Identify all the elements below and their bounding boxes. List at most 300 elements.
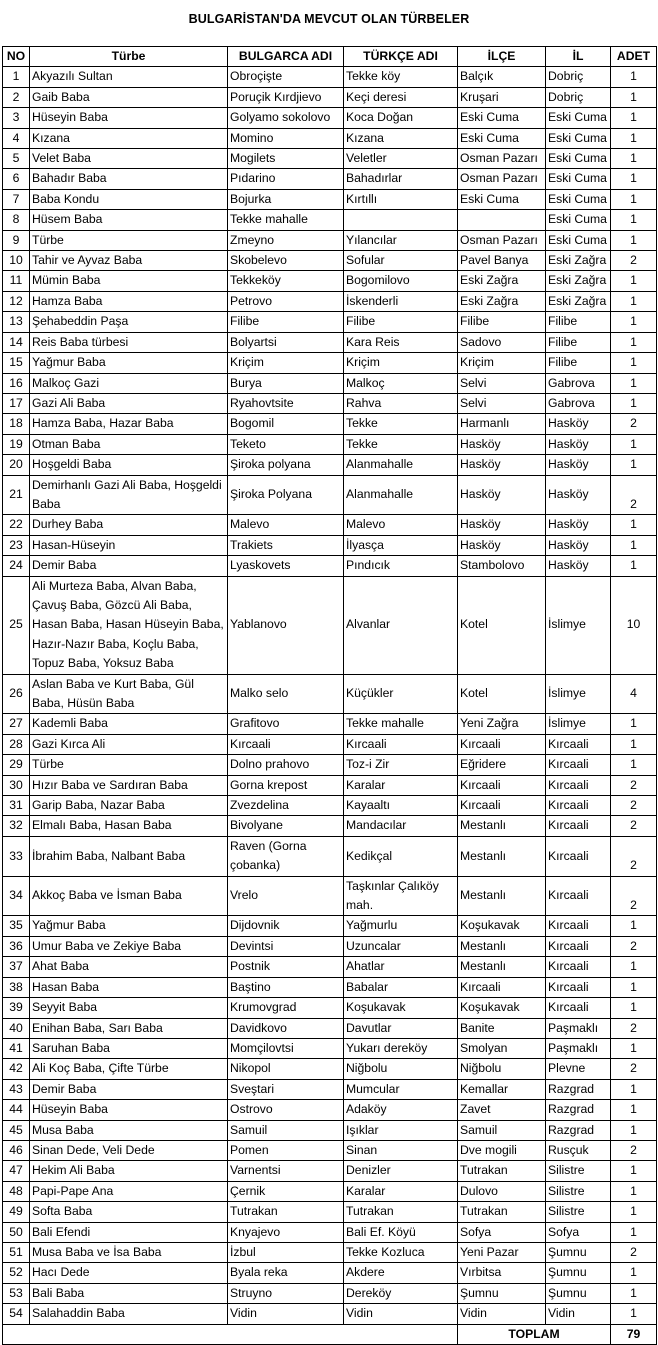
cell-turkce: Kara Reis [344,332,458,352]
table-row [3,936,657,956]
cell-no: 18 [3,414,30,434]
cell-no: 52 [3,1263,30,1283]
cell-il: Paşmaklı [546,1018,611,1038]
cell-il: Dobriç [546,87,611,107]
cell-adet: 2 [611,796,657,816]
cell-bulgarca: Petrovo [228,291,344,311]
cell-no: 17 [3,393,30,413]
cell-ilce: Zavet [458,1100,546,1120]
table-row [3,674,657,714]
cell-il: Kırcaali [546,876,611,916]
cell-bulgarca: Lyaskovets [228,556,344,576]
cell-ilce: Dve mogili [458,1140,546,1160]
cell-turkce: Davutlar [344,1018,458,1038]
cell-il: Hasköy [546,434,611,454]
cell-no: 35 [3,916,30,936]
cell-turkce: Tekke mahalle [344,714,458,734]
table-row [3,475,657,515]
cell-no: 16 [3,373,30,393]
cell-ilce: Vidin [458,1304,546,1324]
table-row [3,556,657,576]
cell-ilce: Dulovo [458,1181,546,1201]
cell-il: Razgrad [546,1079,611,1099]
cell-no: 4 [3,128,30,148]
cell-adet: 1 [611,1079,657,1099]
cell-adet: 1 [611,515,657,535]
cell-il: Razgrad [546,1100,611,1120]
cell-adet: 1 [611,1100,657,1120]
cell-bulgarca: Zmeyno [228,230,344,250]
cell-turkce: Kızana [344,128,458,148]
table-row [3,1059,657,1079]
cell-turbe: Türbe [30,755,228,775]
cell-il: Kırcaali [546,936,611,956]
cell-il: İslimye [546,576,611,674]
table-row [3,535,657,555]
table-footer [3,1324,657,1344]
cell-bulgarca: Raven (Gorna çobanka) [228,836,344,876]
cell-turbe: Yağmur Baba [30,916,228,936]
cell-no: 29 [3,755,30,775]
header-turbe: Türbe [30,47,228,67]
cell-no: 1 [3,67,30,87]
cell-il: Eski Cuma [546,230,611,250]
cell-ilce: Tutrakan [458,1202,546,1222]
cell-turbe: Türbe [30,230,228,250]
cell-ilce: Mestanlı [458,836,546,876]
table-row [3,836,657,876]
cell-adet: 10 [611,576,657,674]
cell-turkce: Denizler [344,1161,458,1181]
cell-turbe: Aslan Baba ve Kurt Baba, Gül Baba, Hüsün Baba [30,674,228,714]
cell-il: Paşmaklı [546,1038,611,1058]
cell-turbe: İbrahim Baba, Nalbant Baba [30,836,228,876]
cell-il: Kırcaali [546,755,611,775]
cell-turbe: Mümin Baba [30,271,228,291]
cell-il: Hasköy [546,556,611,576]
cell-turbe: Kademli Baba [30,714,228,734]
cell-ilce: Hasköy [458,455,546,475]
cell-il: Kırcaali [546,816,611,836]
cell-turkce: Yağmurlu [344,916,458,936]
table-row [3,916,657,936]
cell-turbe: Kızana [30,128,228,148]
cell-turbe: Yağmur Baba [30,353,228,373]
cell-no: 44 [3,1100,30,1120]
cell-ilce: Harmanlı [458,414,546,434]
cell-il: Kırcaali [546,957,611,977]
cell-il: Eski Cuma [546,128,611,148]
cell-adet: 1 [611,189,657,209]
cell-bulgarca: Dolno prahovo [228,755,344,775]
cell-turbe: Hamza Baba, Hazar Baba [30,414,228,434]
cell-bulgarca: Burya [228,373,344,393]
table-row [3,957,657,977]
table-row [3,271,657,291]
table-row [3,393,657,413]
cell-adet: 1 [611,1263,657,1283]
cell-turbe: Hamza Baba [30,291,228,311]
cell-turkce: İlyasça [344,535,458,555]
cell-no: 6 [3,169,30,189]
cell-il: Eski Zağra [546,271,611,291]
cell-ilce: Kırcaali [458,734,546,754]
cell-bulgarca: Malko selo [228,674,344,714]
cell-adet: 1 [611,353,657,373]
cell-adet: 1 [611,1181,657,1201]
cell-turbe: Umur Baba ve Zekiye Baba [30,936,228,956]
cell-adet: 2 [611,836,657,876]
table-row [3,230,657,250]
cell-il: Vidin [546,1304,611,1324]
table-row [3,1038,657,1058]
cell-bulgarca: Vidin [228,1304,344,1324]
cell-no: 40 [3,1018,30,1038]
cell-turkce: Ahatlar [344,957,458,977]
cell-ilce: Kırcaali [458,796,546,816]
cell-no: 46 [3,1140,30,1160]
cell-turbe: Malkoç Gazi [30,373,228,393]
cell-no: 8 [3,210,30,230]
cell-bulgarca: Teketo [228,434,344,454]
cell-adet: 1 [611,755,657,775]
table-row [3,816,657,836]
table-row [3,353,657,373]
cell-ilce: Kriçim [458,353,546,373]
cell-ilce: Pavel Banya [458,251,546,271]
table-row [3,67,657,87]
cell-turbe: Musa Baba ve İsa Baba [30,1242,228,1262]
cell-bulgarca: Pıdarino [228,169,344,189]
cell-turkce: Sofular [344,251,458,271]
cell-turbe: Gazi Kırca Ali [30,734,228,754]
cell-turkce [344,210,458,230]
cell-ilce: Koşukavak [458,916,546,936]
cell-il: Eski Cuma [546,149,611,169]
cell-bulgarca: Dijdovnik [228,916,344,936]
cell-ilce: Hasköy [458,535,546,555]
cell-ilce: Kotel [458,576,546,674]
cell-turkce: Koşukavak [344,998,458,1018]
cell-ilce: Sofya [458,1222,546,1242]
cell-ilce: Kruşari [458,87,546,107]
cell-bulgarca: Samuil [228,1120,344,1140]
table-row [3,332,657,352]
cell-bulgarca: Tekke mahalle [228,210,344,230]
cell-no: 23 [3,535,30,555]
cell-turbe: Bali Baba [30,1283,228,1303]
cell-no: 13 [3,312,30,332]
cell-il: Razgrad [546,1120,611,1140]
cell-bulgarca: Skobelevo [228,251,344,271]
table-row [3,128,657,148]
cell-ilce: Eski Cuma [458,189,546,209]
total-value: 79 [611,1324,657,1344]
cell-il: Hasköy [546,475,611,515]
cell-il: İslimye [546,674,611,714]
cell-adet: 1 [611,1161,657,1181]
cell-adet: 1 [611,977,657,997]
table-row [3,312,657,332]
table-row [3,714,657,734]
cell-ilce: Eski Zağra [458,271,546,291]
cell-no: 43 [3,1079,30,1099]
cell-il: Silistre [546,1161,611,1181]
cell-no: 10 [3,251,30,271]
table-row [3,876,657,916]
table-row [3,1283,657,1303]
cell-turkce: Malkoç [344,373,458,393]
cell-turbe: Gaib Baba [30,87,228,107]
cell-turbe: Ali Koç Baba, Çifte Türbe [30,1059,228,1079]
cell-turkce: Mandacılar [344,816,458,836]
total-label: TOPLAM [458,1324,611,1344]
cell-turkce: Kedikçal [344,836,458,876]
cell-turbe: Şehabeddin Paşa [30,312,228,332]
cell-ilce: Selvi [458,393,546,413]
cell-il: Şumnu [546,1263,611,1283]
cell-il: Hasköy [546,515,611,535]
table-row [3,1100,657,1120]
table-row [3,998,657,1018]
cell-adet: 1 [611,169,657,189]
cell-adet: 1 [611,1283,657,1303]
cell-il: Kırcaali [546,916,611,936]
cell-il: Kırcaali [546,977,611,997]
cell-turbe: Demir Baba [30,1079,228,1099]
cell-no: 26 [3,674,30,714]
cell-adet: 1 [611,87,657,107]
cell-turkce: Işıklar [344,1120,458,1140]
cell-turkce: Küçükler [344,674,458,714]
table-row [3,1140,657,1160]
cell-adet: 2 [611,816,657,836]
cell-bulgarca: Devintsi [228,936,344,956]
cell-turkce: Tekke köy [344,67,458,87]
cell-turbe: Bahadır Baba [30,169,228,189]
cell-turkce: Babalar [344,977,458,997]
cell-turkce: Alanmahalle [344,455,458,475]
cell-bulgarca: Bolyartsi [228,332,344,352]
cell-turkce: Toz-i Zir [344,755,458,775]
cell-ilce: Vırbitsa [458,1263,546,1283]
cell-il: İslimye [546,714,611,734]
turbe-table [2,46,657,1345]
header-turkce: TÜRKÇE ADI [344,47,458,67]
cell-adet: 2 [611,1018,657,1038]
cell-no: 11 [3,271,30,291]
cell-il: Eski Cuma [546,210,611,230]
cell-bulgarca: Malevo [228,515,344,535]
cell-bulgarca: Filibe [228,312,344,332]
cell-turkce: Veletler [344,149,458,169]
cell-il: Sofya [546,1222,611,1242]
cell-adet: 2 [611,251,657,271]
cell-no: 51 [3,1242,30,1262]
cell-bulgarca: Poruçik Kırdjievo [228,87,344,107]
cell-il: Rusçuk [546,1140,611,1160]
cell-no: 39 [3,998,30,1018]
cell-adet: 1 [611,210,657,230]
table-row [3,1242,657,1262]
cell-turbe: Musa Baba [30,1120,228,1140]
table-row [3,1202,657,1222]
cell-il: Kırcaali [546,796,611,816]
cell-adet: 1 [611,556,657,576]
cell-turbe: Hüseyin Baba [30,108,228,128]
cell-no: 47 [3,1161,30,1181]
table-row [3,1018,657,1038]
table-header [3,47,657,67]
cell-ilce: Niğbolu [458,1059,546,1079]
cell-turkce: Taşkınlar Çalıköy mah. [344,876,458,916]
cell-adet: 1 [611,957,657,977]
cell-il: Filibe [546,332,611,352]
cell-ilce: Tutrakan [458,1161,546,1181]
cell-bulgarca: Momçilovtsi [228,1038,344,1058]
cell-bulgarca: Zvezdelina [228,796,344,816]
cell-turbe: Hasan Baba [30,977,228,997]
cell-il: Gabrova [546,393,611,413]
cell-no: 42 [3,1059,30,1079]
cell-no: 54 [3,1304,30,1324]
cell-bulgarca: Davidkovo [228,1018,344,1038]
cell-adet: 1 [611,67,657,87]
cell-adet: 2 [611,1242,657,1262]
cell-no: 9 [3,230,30,250]
cell-turbe: Softa Baba [30,1202,228,1222]
cell-no: 32 [3,816,30,836]
cell-turkce: Tekke [344,414,458,434]
cell-no: 31 [3,796,30,816]
table-row [3,977,657,997]
cell-bulgarca: Baştino [228,977,344,997]
cell-bulgarca: Postnik [228,957,344,977]
cell-adet: 2 [611,1140,657,1160]
cell-adet: 1 [611,291,657,311]
cell-il: Dobriç [546,67,611,87]
cell-adet: 1 [611,312,657,332]
cell-turbe: Saruhan Baba [30,1038,228,1058]
cell-turbe: Garip Baba, Nazar Baba [30,796,228,816]
cell-il: Eski Cuma [546,169,611,189]
table-row [3,414,657,434]
cell-turbe: Hüsem Baba [30,210,228,230]
cell-turbe: Demirhanlı Gazi Ali Baba, Hoşgeldi Baba [30,475,228,515]
cell-ilce: Hasköy [458,475,546,515]
cell-bulgarca: Gorna krepost [228,775,344,795]
table-row [3,169,657,189]
cell-bulgarca: Obroçişte [228,67,344,87]
table-row [3,1304,657,1324]
cell-adet: 1 [611,332,657,352]
table-row [3,796,657,816]
table-row [3,251,657,271]
cell-no: 12 [3,291,30,311]
cell-il: Hasköy [546,414,611,434]
header-il: İL [546,47,611,67]
cell-adet: 1 [611,1222,657,1242]
cell-turkce: Bahadırlar [344,169,458,189]
cell-turkce: Uzuncalar [344,936,458,956]
cell-turkce: Tekke Kozluca [344,1242,458,1262]
cell-bulgarca: Ryahovtsite [228,393,344,413]
cell-bulgarca: Çernik [228,1181,344,1201]
cell-no: 37 [3,957,30,977]
cell-turkce: Tekke [344,434,458,454]
table-row [3,1120,657,1140]
table-row [3,734,657,754]
cell-turkce: Yılancılar [344,230,458,250]
cell-adet: 1 [611,393,657,413]
cell-ilce: Osman Pazarı [458,169,546,189]
table-row [3,455,657,475]
cell-bulgarca: Kriçim [228,353,344,373]
cell-adet: 1 [611,373,657,393]
cell-il: Silistre [546,1181,611,1201]
cell-il: Filibe [546,353,611,373]
cell-ilce: Filibe [458,312,546,332]
cell-turbe: Hoşgeldi Baba [30,455,228,475]
cell-il: Şumnu [546,1242,611,1262]
cell-bulgarca: Nikopol [228,1059,344,1079]
cell-no: 48 [3,1181,30,1201]
cell-bulgarca: Byala reka [228,1263,344,1283]
cell-no: 28 [3,734,30,754]
cell-no: 33 [3,836,30,876]
cell-bulgarca: Trakiets [228,535,344,555]
cell-turkce: Kriçim [344,353,458,373]
table-row [3,1263,657,1283]
cell-adet: 1 [611,714,657,734]
cell-ilce: Samuil [458,1120,546,1140]
cell-ilce: Eski Zağra [458,291,546,311]
cell-turkce: Keçi deresi [344,87,458,107]
cell-adet: 2 [611,475,657,515]
cell-turkce: Niğbolu [344,1059,458,1079]
table-row [3,755,657,775]
cell-ilce: Stambolovo [458,556,546,576]
cell-il: Eski Zağra [546,291,611,311]
cell-ilce: Kotel [458,674,546,714]
cell-turkce: Dereköy [344,1283,458,1303]
cell-turkce: Vidin [344,1304,458,1324]
cell-adet: 1 [611,1202,657,1222]
cell-bulgarca: Bivolyane [228,816,344,836]
cell-turkce: Alvanlar [344,576,458,674]
table-row [3,87,657,107]
cell-bulgarca: Knyajevo [228,1222,344,1242]
cell-il: Kırcaali [546,998,611,1018]
cell-ilce: Hasköy [458,434,546,454]
cell-turkce: Adaköy [344,1100,458,1120]
cell-no: 41 [3,1038,30,1058]
cell-ilce: Eski Cuma [458,108,546,128]
cell-ilce: Balçık [458,67,546,87]
cell-turkce: Tutrakan [344,1202,458,1222]
cell-bulgarca: Kırcaali [228,734,344,754]
cell-turkce: Kırtıllı [344,189,458,209]
cell-no: 45 [3,1120,30,1140]
cell-turkce: Alanmahalle [344,475,458,515]
cell-turkce: Karalar [344,775,458,795]
page-title: BULGARİSTAN'DA MEVCUT OLAN TÜRBELER [188,12,470,26]
cell-turkce: Yukarı dereköy [344,1038,458,1058]
cell-turbe: Akyazılı Sultan [30,67,228,87]
cell-no: 20 [3,455,30,475]
cell-bulgarca: Mogilets [228,149,344,169]
cell-no: 15 [3,353,30,373]
